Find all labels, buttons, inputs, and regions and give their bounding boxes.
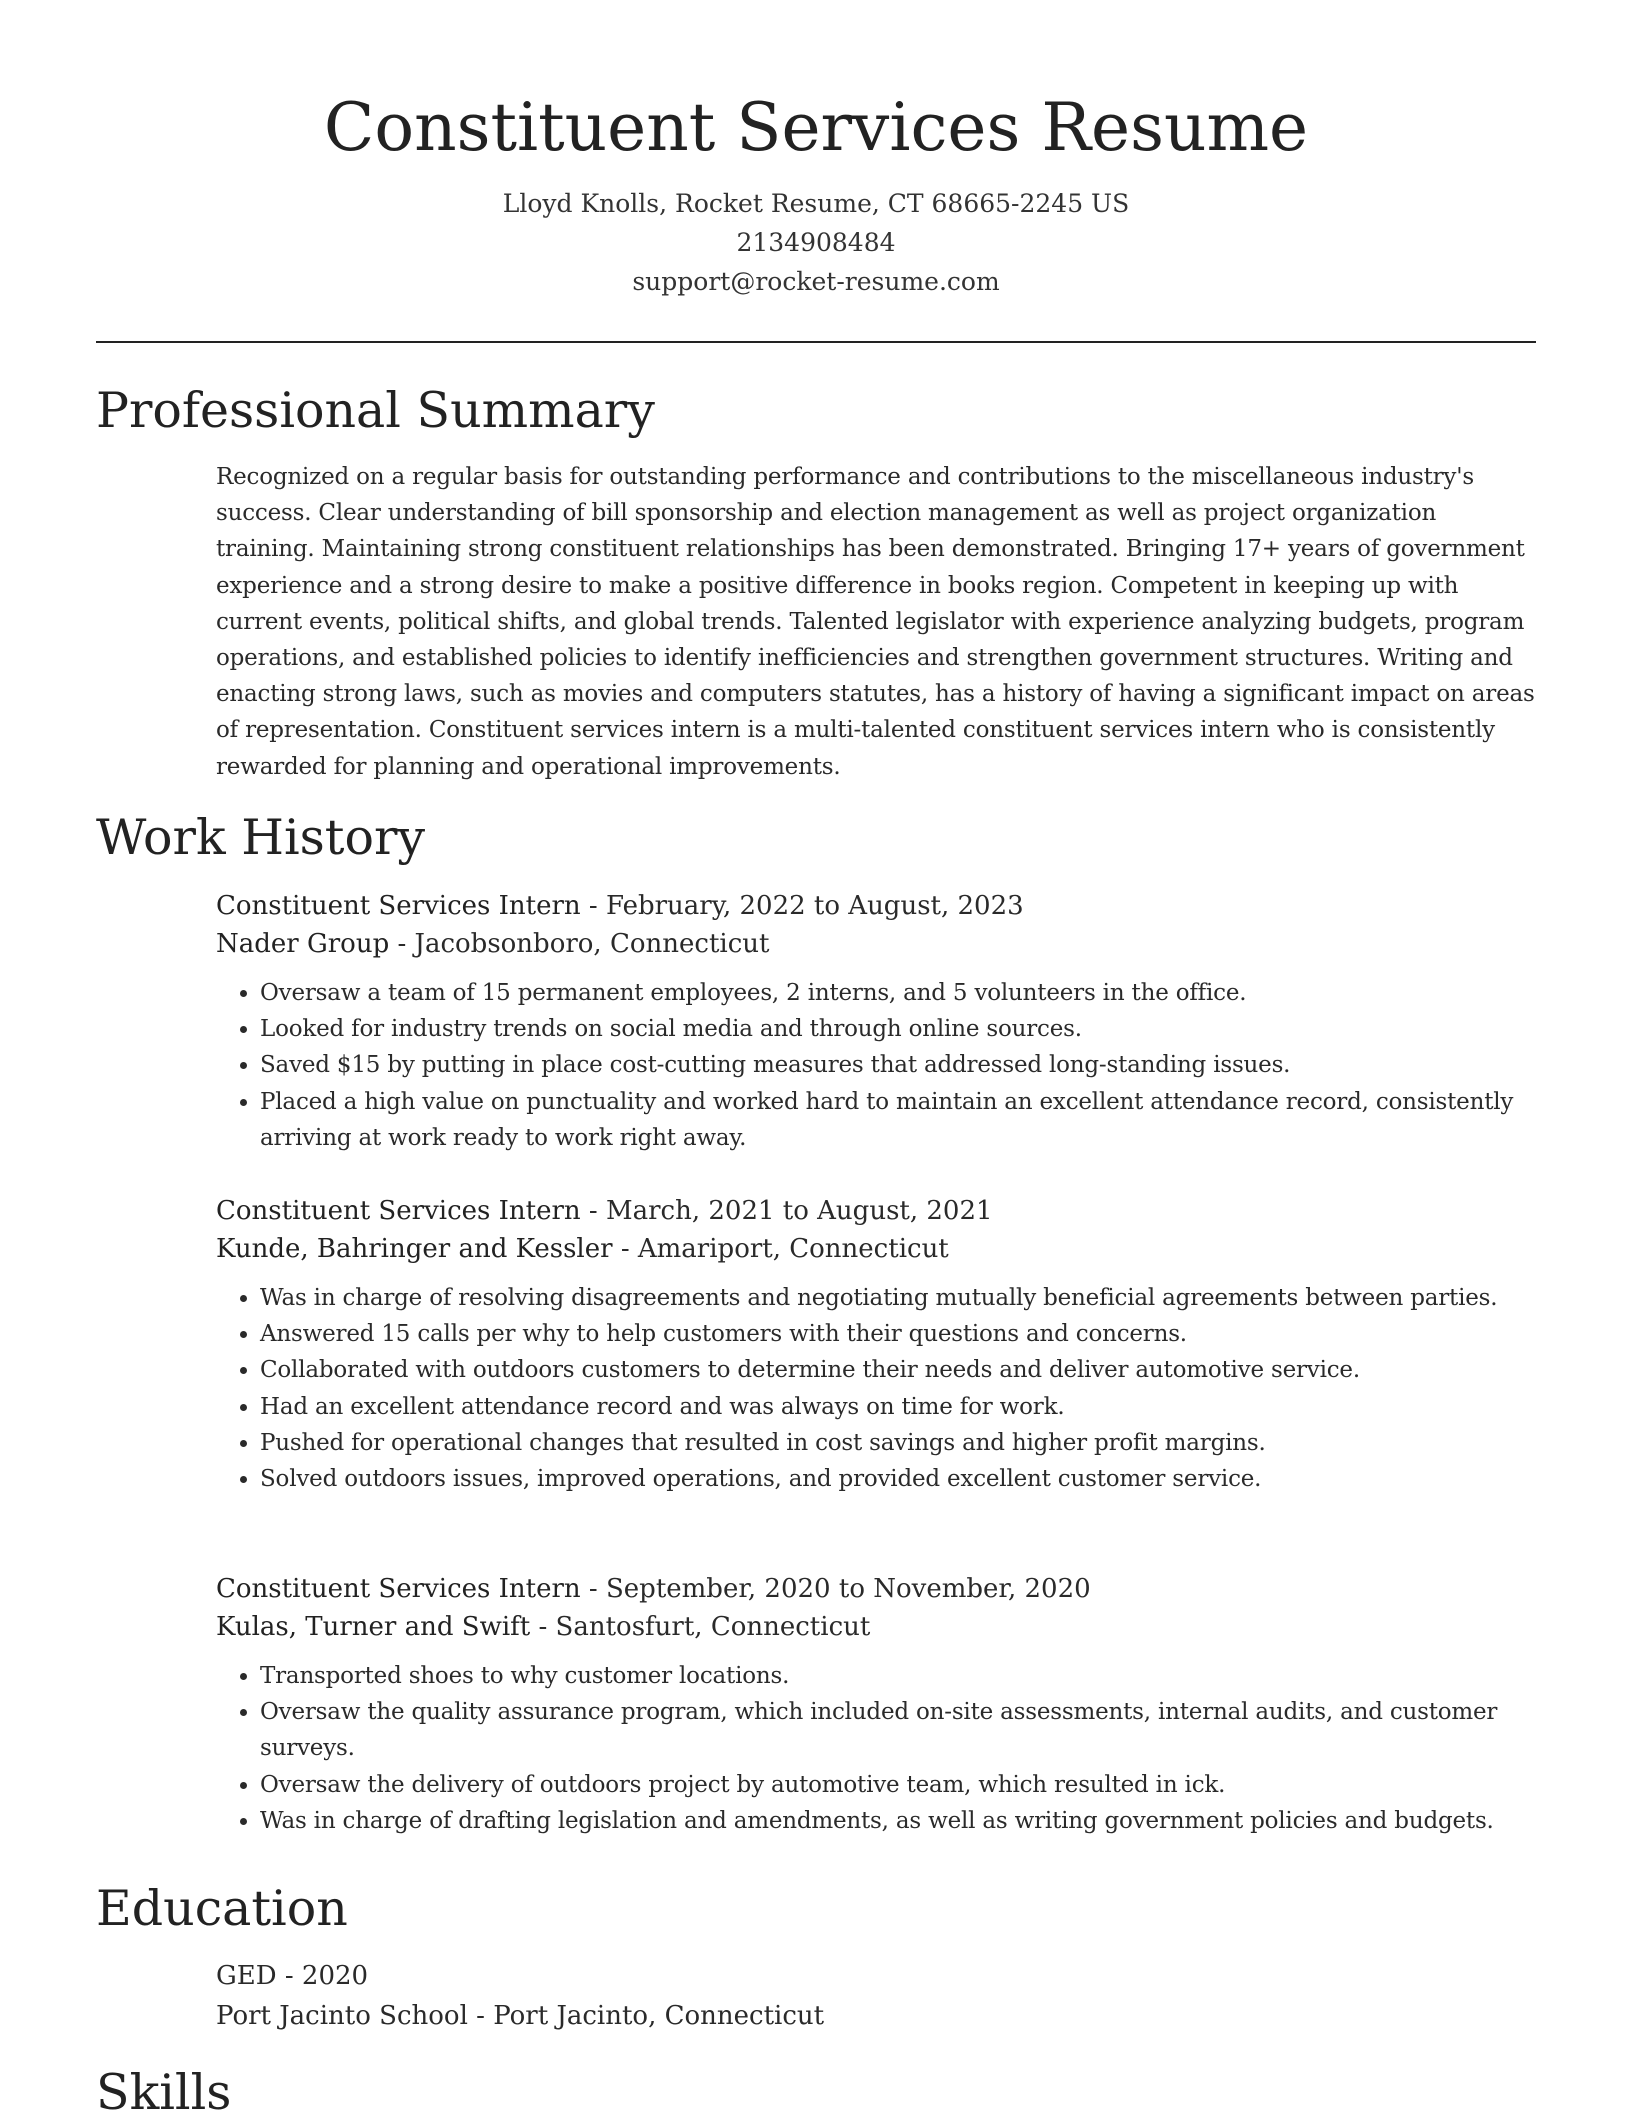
job-bullet: • Saved $15 by putting in place cost-cutting measures that addressed long-standing issues.	[260, 1047, 1536, 1083]
job-company: Kunde, Bahringer and Kessler	[216, 1234, 613, 1264]
job-bullet: • Collaborated with outdoors customers to determine their needs and deliver automotive service.	[260, 1352, 1536, 1388]
document-title: Constituent Services Resume	[323, 89, 1309, 166]
job-company-line	[216, 925, 1536, 963]
job-bullet: • Answered 15 calls per why to help customers with their questions and concerns.	[260, 1316, 1536, 1352]
job-location: - Jacobsonboro, Connecticut	[389, 929, 770, 959]
job-title-line	[216, 1192, 1536, 1230]
job-bullets	[216, 1280, 1536, 1497]
summary-block	[216, 459, 1536, 785]
job-company-line	[216, 1230, 1536, 1268]
education-school-line	[216, 1996, 1536, 2036]
job-dates: - February, 2022 to August, 2023	[580, 891, 1024, 921]
job-title-line	[216, 1570, 1536, 1608]
job-title: Constituent Services Intern	[216, 1196, 581, 1226]
section-title-work-history: Work History	[96, 809, 426, 866]
contact-email: support@rocket-resume.com	[632, 267, 1000, 296]
job-bullet: • Looked for industry trends on social media and through online sources.	[260, 1011, 1536, 1047]
job-title: Constituent Services Intern	[216, 891, 581, 921]
job-company-line	[216, 1608, 1536, 1646]
job-location: - Amariport, Connecticut	[612, 1234, 949, 1264]
section-title-skills: Skills	[96, 2064, 232, 2112]
education-school: Port Jacinto School	[216, 2001, 468, 2031]
job-bullet: • Solved outdoors issues, improved operations, and provided excellent customer service.	[260, 1461, 1536, 1497]
job-bullet: • Had an excellent attendance record and was always on time for work.	[260, 1389, 1536, 1425]
job-title-line	[216, 887, 1536, 925]
contact-address: Lloyd Knolls, Rocket Resume, CT 68665-2245 US	[502, 189, 1130, 218]
job-bullet: • Transported shoes to why customer locations.	[260, 1658, 1536, 1694]
job-bullets	[216, 1658, 1536, 1839]
job-bullet: • Pushed for operational changes that resulted in cost savings and higher profit margins.	[260, 1425, 1536, 1461]
section-title-summary: Professional Summary	[96, 382, 655, 439]
job-title: Constituent Services Intern	[216, 1574, 581, 1604]
resume-header	[96, 82, 1536, 301]
job-entry	[216, 1570, 1536, 1839]
job-bullet: • Oversaw a team of 15 permanent employees, 2 interns, and 5 volunteers in the office.	[260, 975, 1536, 1011]
job-bullet: • Was in charge of resolving disagreements and negotiating mutually beneficial agreements between parties.	[260, 1280, 1536, 1316]
job-dates: - March, 2021 to August, 2021	[580, 1196, 993, 1226]
contact-phone: 2134908484	[736, 228, 896, 257]
education-entry	[216, 1956, 1536, 2036]
summary-text: Recognized on a regular basis for outstanding performance and contributions to the miscellaneous industry's success. Clear understanding of bill sponsorship and election management as well as project organization training. Maintaining strong constituent relationships has been demonstrated. Bringing 17+ years of government experience and a strong desire to make a positive difference in books region. Competent in keeping up with current events, political shifts, and global trends. Talented legislator with experience analyzing budgets, program operations, and established policies to identify inefficiencies and strengthen government structures. Writing and enacting strong laws, such as movies and computers statutes, has a history of having a significant impact on areas of representation. Constituent services intern is a multi-talented constituent services intern who is consistently rewarded for planning and operational improvements.	[216, 464, 1535, 780]
section-title-education: Education	[96, 1880, 348, 1937]
job-bullet: • Oversaw the delivery of outdoors project by automotive team, which resulted in ick.	[260, 1767, 1536, 1803]
job-bullet: • Was in charge of drafting legislation and amendments, as well as writing government policies and budgets.	[260, 1803, 1536, 1839]
education-degree-line	[216, 1956, 1536, 1996]
education-location: - Port Jacinto, Connecticut	[467, 2001, 825, 2031]
job-bullets	[216, 975, 1536, 1156]
job-location: - Santosfurt, Connecticut	[530, 1612, 871, 1642]
job-company: Kulas, Turner and Swift	[216, 1612, 531, 1642]
job-entry	[216, 887, 1536, 1156]
job-bullet: • Oversaw the quality assurance program, which included on-site assessments, internal audits, and customer surveys.	[260, 1694, 1536, 1766]
contact-info	[96, 184, 1536, 301]
job-entry	[216, 1192, 1536, 1497]
job-bullet: • Placed a high value on punctuality and worked hard to maintain an excellent attendance record, consistently arriving at work ready to work right away.	[260, 1084, 1536, 1156]
job-dates: - September, 2020 to November, 2020	[580, 1574, 1091, 1604]
job-company: Nader Group	[216, 929, 390, 959]
education-year: - 2020	[276, 1961, 369, 1991]
education-degree: GED	[216, 1961, 277, 1991]
header-divider	[96, 341, 1536, 343]
